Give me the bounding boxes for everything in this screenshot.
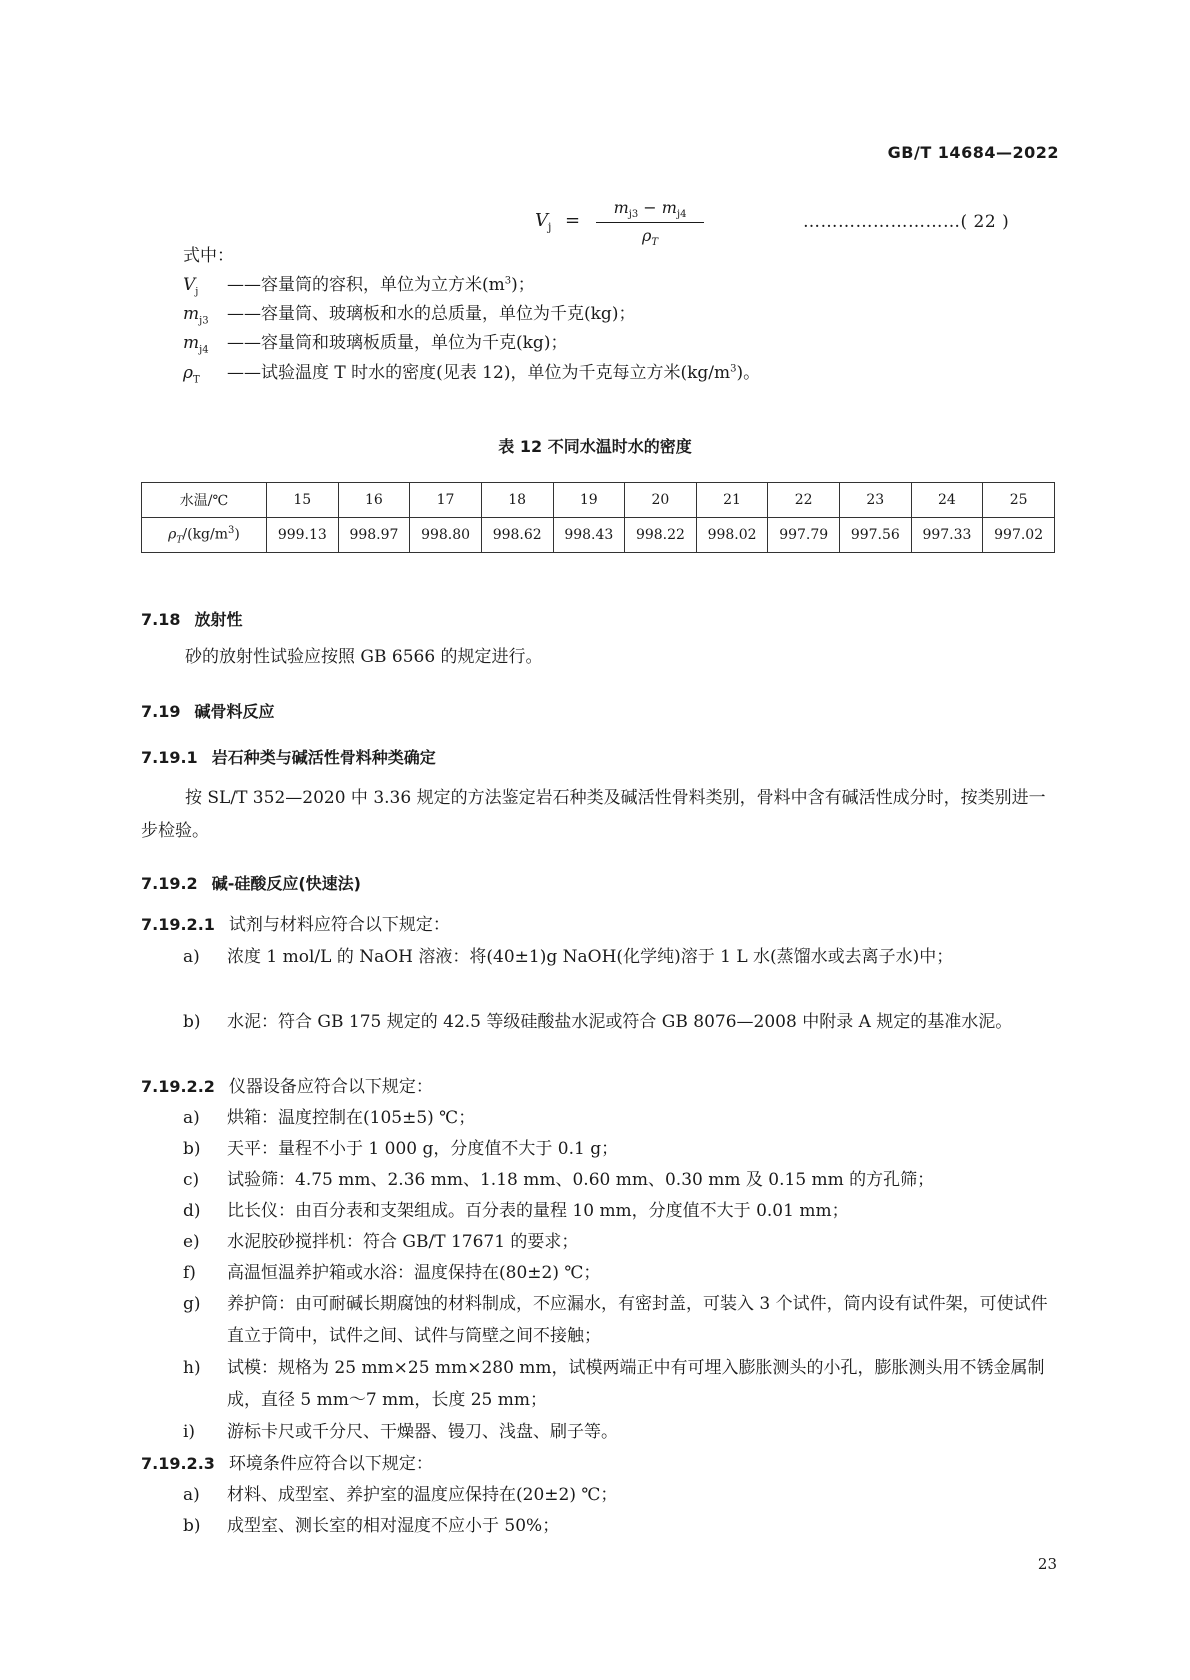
formula-number: ………………………( 22 ) [803, 212, 1010, 232]
density-cell: 998.02 [696, 518, 768, 553]
section-body-7-19-1: 按 SL/T 352—2020 中 3.36 规定的方法鉴定岩石种类及碱活性骨料类别，骨料中含有碱活性成分时，按类别进一步检验。 [141, 788, 1046, 841]
temp-cell: 17 [410, 483, 482, 518]
temp-cell: 20 [625, 483, 697, 518]
clause-7-19-2-2: 7.19.2.2 仪器设备应符合以下规定： [141, 1077, 433, 1097]
row-header-temperature: 水温/℃ [142, 483, 267, 518]
temp-cell: 22 [768, 483, 840, 518]
formula-equals: = [565, 210, 581, 231]
section-heading-7-19: 7.19 碱骨料反应 [141, 702, 275, 721]
water-density-table [141, 482, 1055, 553]
document-code: GB/T 14684—2022 [887, 143, 1059, 162]
clause-7-19-2-3: 7.19.2.3 环境条件应符合以下规定： [141, 1454, 433, 1474]
temp-cell: 25 [983, 483, 1055, 518]
temp-cell: 15 [267, 483, 339, 518]
density-cell: 997.02 [983, 518, 1055, 553]
definition-symbol: $V_j$ [183, 275, 199, 298]
definition-symbol: $m_{j4}$ [183, 333, 209, 356]
formula-22 [535, 198, 1095, 258]
definition-symbol: $\rho_T$ [183, 363, 200, 386]
definition-symbol: $m_{j3}$ [183, 304, 209, 327]
formula-numerator: $m_{j3} - m_{j4}$ [613, 198, 687, 221]
page-number: 23 [1037, 1555, 1057, 1573]
density-cell: 998.22 [625, 518, 697, 553]
table-caption: 表 12 不同水温时水的密度 [498, 437, 692, 456]
density-cell: 998.97 [338, 518, 410, 553]
definition-mj4: $m_{j4}$ ——容量筒和玻璃板质量，单位为千克(kg)； [183, 333, 568, 356]
definition-vj: $V_j$ ——容量筒的容积，单位为立方米$(m^3)$； [183, 275, 535, 298]
density-cell: 998.62 [481, 518, 553, 553]
section-body-7-18: 砂的放射性试验应按照 GB 6566 的规定进行。 [185, 647, 543, 667]
density-cell: 998.80 [410, 518, 482, 553]
section-heading-7-19-1: 7.19.1 岩石种类与碱活性骨料种类确定 [141, 748, 436, 767]
clause-7-19-2-1: 7.19.2.1 试剂与材料应符合以下规定： [141, 915, 450, 935]
formula-lhs: $V_j$ [535, 210, 552, 234]
definition-mj3: $m_{j3}$ ——容量筒、玻璃板和水的总质量，单位为千克(kg)； [183, 304, 636, 327]
section-heading-7-19-2: 7.19.2 碱-硅酸反应(快速法) [141, 874, 361, 893]
where-label: 式中： [183, 246, 234, 266]
density-cell: 999.13 [267, 518, 339, 553]
definition-rho-t: $\rho_T$ ——试验温度 T 时水的密度(见表 12)，单位为千克每立方米$(kg/m^3)$。 [183, 363, 761, 386]
section-heading-7-18: 7.18 放射性 [141, 610, 243, 629]
density-cell: 998.43 [553, 518, 625, 553]
temp-cell: 23 [840, 483, 912, 518]
row-header-density: $\rho_T/(kg/m^3)$ [142, 518, 267, 553]
density-cell: 997.79 [768, 518, 840, 553]
formula-denominator: $\rho_T$ [641, 226, 659, 249]
density-cell: 997.33 [911, 518, 983, 553]
density-cell: 997.56 [840, 518, 912, 553]
temp-cell: 18 [481, 483, 553, 518]
table-row-temperature [142, 483, 1055, 518]
temp-cell: 21 [696, 483, 768, 518]
temp-cell: 16 [338, 483, 410, 518]
temp-cell: 19 [553, 483, 625, 518]
table-row-density [142, 518, 1055, 553]
formula-fraction [590, 198, 710, 248]
temp-cell: 24 [911, 483, 983, 518]
